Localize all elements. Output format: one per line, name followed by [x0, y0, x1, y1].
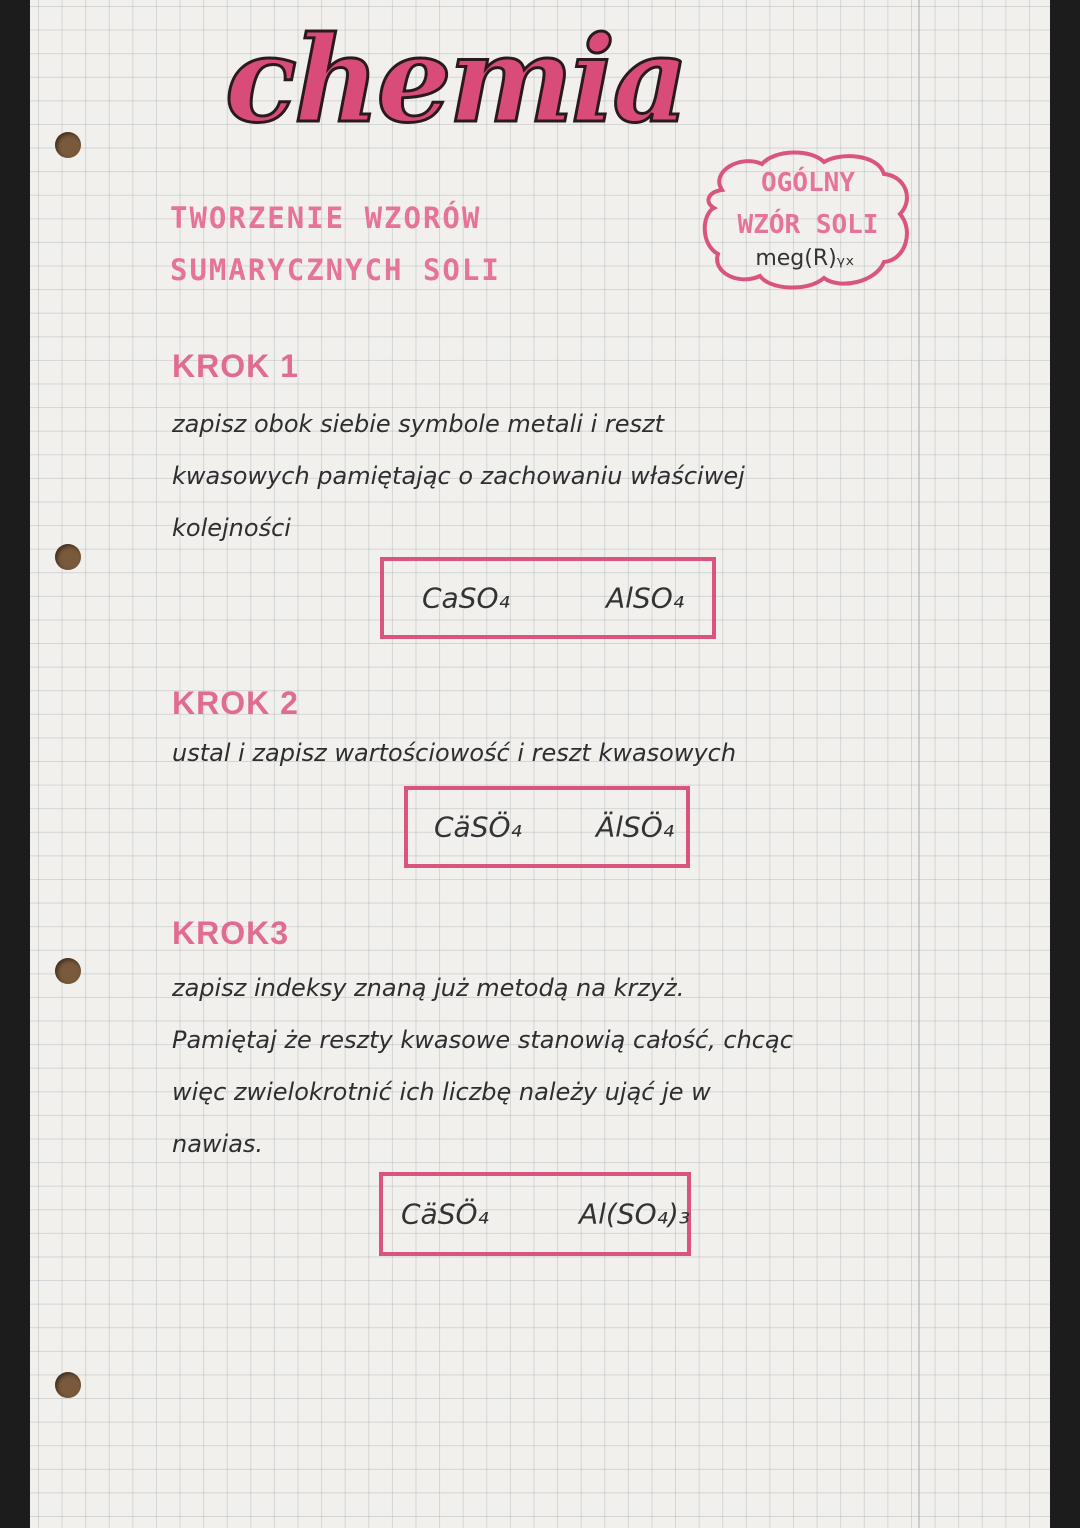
step-3-title: KROK3: [172, 915, 290, 951]
step-1-text-line: kolejności: [172, 514, 291, 542]
cloud-label-line-1: OGÓLNY: [761, 168, 855, 198]
binder-hole: [55, 132, 81, 158]
step-3-text-line: Pamiętaj że reszty kwasowe stanowią całość, chcąc: [172, 1026, 793, 1054]
general-formula: meg(R)ᵧₓ: [755, 246, 855, 271]
step-3-text: [172, 962, 892, 1170]
formula-aluminium-sulfate-final: Al(SO₄)₃: [579, 1197, 691, 1231]
step-2-title: KROK 2: [172, 685, 299, 721]
step-2-text-line: ustal i zapisz wartościowość i reszt kwasowych: [172, 739, 737, 767]
formula-calcium-sulfate-final: CäSÖ₄: [401, 1197, 489, 1231]
binder-hole: [55, 1372, 81, 1398]
step-3-text-line: więc zwielokrotnić ich liczbę należy ująć je w: [172, 1078, 711, 1106]
step-3-formula-box: [379, 1172, 691, 1256]
binder-hole: [55, 958, 81, 984]
step-3-text-line: nawias.: [172, 1130, 264, 1158]
step-2-formula-box: [404, 786, 690, 868]
step-1-text: [172, 398, 892, 554]
margin-line: [918, 0, 920, 1528]
formula-aluminium-sulfate: AlSO₄: [606, 581, 684, 615]
formula-aluminium-sulfate-valence: ÄlSÖ₄: [596, 810, 674, 844]
step-3-text-line: zapisz indeksy znaną już metodą na krzyż.: [172, 974, 685, 1002]
general-formula-cloud: [700, 150, 912, 292]
formula-calcium-sulfate-valence: CäSÖ₄: [434, 810, 522, 844]
step-2-text: [172, 727, 892, 779]
heading-line-2: SUMARYCZNYCH SOLI: [170, 253, 501, 287]
heading-line-1: TWORZENIE WZORÓW: [170, 201, 482, 235]
page-title: chemia: [225, 10, 686, 149]
step-1-title: KROK 1: [172, 348, 299, 384]
formula-calcium-sulfate: CaSO₄: [422, 581, 510, 615]
step-1-formula-box: [380, 557, 716, 639]
step-1-text-line: kwasowych pamiętając o zachowaniu właściwej: [172, 462, 745, 490]
binder-hole: [55, 544, 81, 570]
step-1-text-line: zapisz obok siebie symbole metali i reszt: [172, 410, 665, 438]
cloud-label-line-2: WZÓR SOLI: [737, 210, 879, 240]
section-heading: [170, 192, 501, 296]
